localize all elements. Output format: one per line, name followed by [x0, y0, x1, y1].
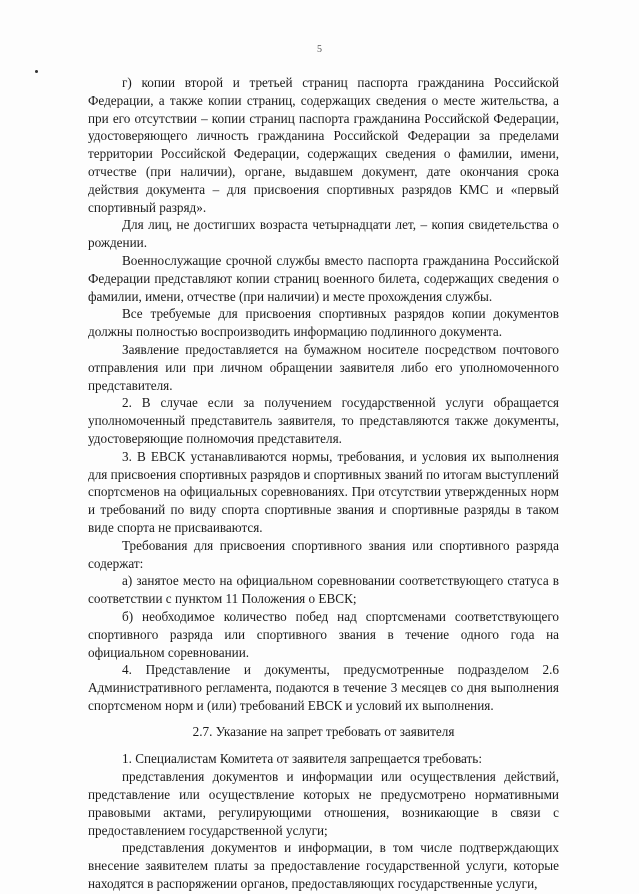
paragraph-copies-requirement: Все требуемые для присвоения спортивных разрядов копии документов должны полностью воспроизводить информацию подлинного документа. — [88, 306, 559, 340]
paragraph-item-a: а) занятое место на официальном соревновании соответствующего статуса в соответствии с пунктом 11 Положения о ЕВСК; — [88, 573, 559, 607]
paragraph-item-4: 4. Представление и документы, предусмотренные подразделом 2.6 Административного регламента, подаются в течение 3 месяцев со дня выполнения спортсменом норм и (или) требований ЕВСК и условий их выполнения. — [88, 662, 559, 713]
paragraph-conscripts: Военнослужащие срочной службы вместо паспорта гражданина Российской Федерации представляют копии страниц военного билета, содержащих сведения о фамилии, имени, отчестве (при наличии) и месте прохождения службы. — [88, 252, 559, 304]
paragraph-prohibition-2: представления документов и информации, в том числе подтверждающих внесение заявителем платы за предоставление государственной услуги, которые находятся в распоряжении органов, предоставляющих государственные услуги, — [88, 840, 559, 892]
document-body — [88, 74, 559, 893]
paragraph-passport-copies: г) копии второй и третьей страниц паспорта гражданина Российской Федерации, а также копии страниц, содержащих сведения о месте жительства, а при его отсутствии – копии страниц паспорта гражданина Российской Федерации, удостоверяющего личность гражданина Российской Федерации за пределами территории Российской Федерации, содержащих сведения о фамилии, имени, отчестве (при наличии), органе, выдавшем документ, дате окончания срока действия документа – для присвоения спортивных разрядов КМС и «первый спортивный разряд». — [88, 75, 559, 215]
section-heading: 2.7. Указание на запрет требовать от заявителя — [192, 723, 455, 739]
paragraph-item-b: б) необходимое количество побед над спортсменами соответствующего спортивного разряда или спортивного звания в течение одного года на официальном соревновании. — [88, 608, 559, 660]
paragraph-item-2: 2. В случае если за получением государственной услуги обращается уполномоченный представитель заявителя, то представляются также документы, удостоверяющие полномочия представителя. — [88, 395, 559, 446]
paragraph-item-3: 3. В ЕВСК устанавливаются нормы, требования, и условия их выполнения для присвоения спортивных разрядов и спортивных званий по итогам выступлений спортсменов на официальных соревнованиях. При отсутствии утвержденных норм и требований по виду спорта спортивные звания и спортивные разряды в таком виде спорта не присваиваются. — [88, 448, 559, 535]
page-number: 5 — [317, 44, 322, 55]
scan-speck — [35, 70, 38, 73]
paragraph-under-fourteen: Для лиц, не достигших возраста четырнадцати лет, – копия свидетельства о рождении. — [88, 217, 559, 251]
paragraph-requirements-intro: Требования для присвоения спортивного звания или спортивного разряда содержат: — [88, 537, 559, 571]
paragraph-prohibition-intro: 1. Специалистам Комитета от заявителя запрещается требовать: — [122, 751, 482, 767]
paragraph-prohibition-1: представления документов и информации или осуществления действий, представление или осуществление которых не предусмотрено нормативными правовыми актами, регулирующими отношения, возникающие в связи с предоставлением государственной услуги; — [88, 769, 559, 838]
paragraph-submission-method: Заявление предоставляется на бумажном носителе посредством почтового отправления или при личном обращении заявителя либо его уполномоченного представителя. — [88, 341, 559, 393]
